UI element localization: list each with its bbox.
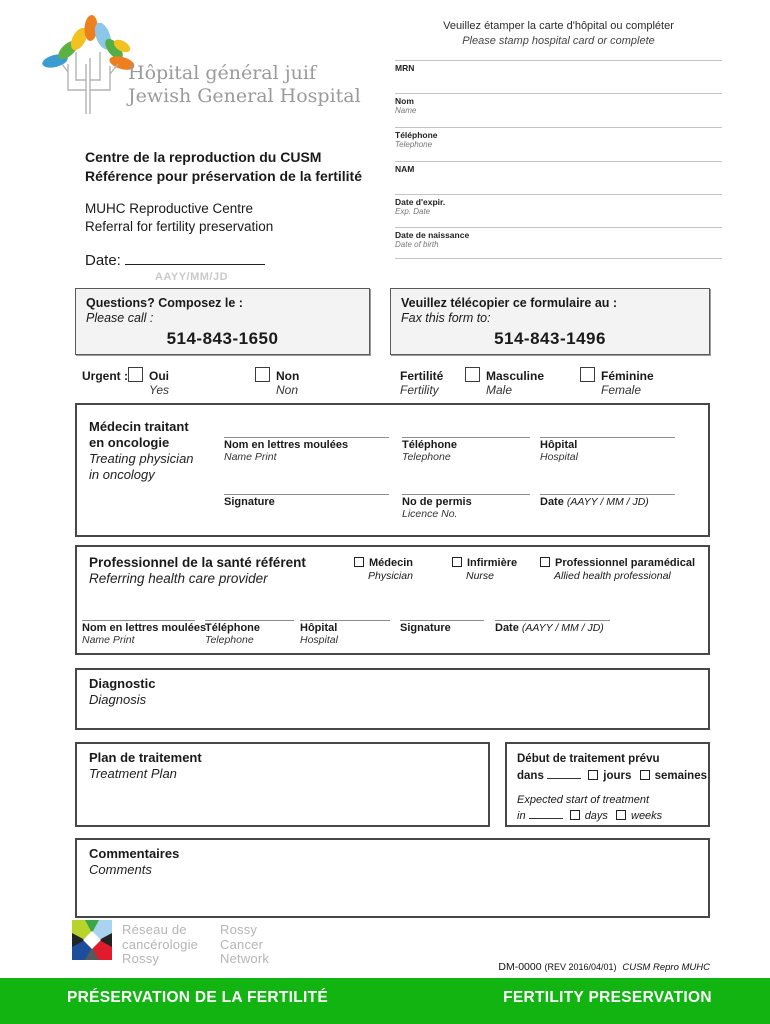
provider-type-allied: Professionnel paramédical Allied health professional [540,557,695,582]
comments-label-fr: Commentaires [89,846,180,861]
fertility-male: Masculine Male [486,369,545,397]
fertility-female-checkbox[interactable] [580,367,595,382]
referring-provider-title: Professionnel de la santé référent Referring health care provider [89,555,306,586]
physician-type-checkbox[interactable] [354,557,364,567]
urgent-no-checkbox[interactable] [255,367,270,382]
form-title-fr-1: Centre de la reproduction du CUSM [85,149,322,165]
allied-type-checkbox[interactable] [540,557,550,567]
stamp-field-birth-date[interactable]: Date de naissance Date of birth [395,227,722,259]
stamp-card-area [395,20,722,249]
hospital-name-en: Jewish General Hospital [128,85,361,107]
diagnosis-label-fr: Diagnostic [89,676,156,691]
call-label-fr: Questions? Composez le : [86,296,243,310]
treatment-start-fr-1: Début de traitement prévu [517,753,660,765]
stamp-field-exp-date[interactable]: Date d'expir. Exp. Date [395,194,722,228]
urgent-yes-checkbox[interactable] [128,367,143,382]
provider-signature-field[interactable]: Signature [400,620,484,634]
document-code-line [498,961,710,973]
fax-phone-number: 514-843-1496 [494,329,606,348]
physician-date-field[interactable]: Date (AAYY / MM / JD) [540,494,675,508]
treatment-start-fr-2: dans jours semaines [517,770,708,782]
form-title-fr-2: Référence pour préservation de la fertilité [85,168,362,184]
call-phone-number: 514-843-1650 [166,329,279,348]
physician-hospital-field[interactable]: Hôpital Hospital [540,437,675,463]
stamp-instruction-fr: Veuillez étamper la carte d'hôpital ou compléter [443,20,674,32]
fax-label-fr: Veuillez télécopier ce formulaire au : [401,296,618,310]
fax-label-en: Fax this form to: [401,311,491,325]
start-number-fr-field[interactable] [547,769,581,779]
date-format-hint: AAYY/MM/JD [155,271,229,283]
urgent-label: Urgent : [82,369,128,383]
start-number-en-field[interactable] [529,809,563,819]
fertility-label: Fertilité Fertility [400,369,444,397]
referring-provider-section [75,545,710,655]
urgent-yes: Oui Yes [149,369,170,397]
hospital-name-fr: Hôpital général juif [128,62,316,84]
treating-physician-section [75,403,710,537]
doc-revision: (REV 2016/04/01) [544,962,617,972]
fertility-female: Féminine Female [601,369,654,397]
comments-label-en: Comments [89,862,152,877]
provider-date-field[interactable]: Date (AAYY / MM / JD) [495,620,610,634]
treatment-plan-label-en: Treatment Plan [89,766,177,781]
days-checkbox[interactable] [570,810,580,820]
semaines-checkbox[interactable] [640,770,650,780]
treatment-start-en-1: Expected start of treatment [517,794,650,806]
jgh-tree-logo [42,6,134,116]
footer-bar-title-en: FERTILITY PRESERVATION [503,989,712,1006]
footer-bar [0,978,770,1024]
comments-section[interactable] [75,838,710,918]
weeks-checkbox[interactable] [616,810,626,820]
rossy-logo-icon [72,920,112,960]
treatment-plan-section[interactable] [75,742,490,827]
diagnosis-section[interactable] [75,668,710,730]
date-input-line[interactable] [125,252,265,265]
questions-call-box [75,288,370,355]
stamp-field-nam[interactable]: NAM [395,161,722,195]
stamp-field-telephone[interactable]: Téléphone Telephone [395,127,722,162]
fertility-male-checkbox[interactable] [465,367,480,382]
rossy-name-fr: Réseau de cancérologie Rossy [122,922,199,966]
hospital-name [128,62,361,108]
date-label: Date: [85,252,121,269]
provider-type-physician: Médecin Physician [354,557,413,582]
form-title-en-2: Referral for fertility preservation [85,219,274,234]
doc-code: DM-0000 [498,961,542,973]
provider-hospital-field[interactable]: Hôpital Hospital [300,620,390,646]
physician-signature-field[interactable]: Signature [224,494,389,508]
rossy-logo [72,920,112,960]
doc-org: CUSM Repro MUHC [622,962,710,973]
diagnosis-label-en: Diagnosis [89,692,147,707]
jours-checkbox[interactable] [588,770,598,780]
form-title-en-1: MUHC Reproductive Centre [85,201,254,216]
jgh-tree-icon [42,6,134,116]
form-title-block [85,148,385,283]
treatment-start-en-2: in days weeks [517,810,663,822]
footer-bar-title-fr: PRÉSERVATION DE LA FERTILITÉ [66,989,328,1006]
stamp-field-name[interactable]: Nom Name [395,93,722,128]
treatment-start-section [505,742,710,827]
urgent-no: Non Non [276,369,300,397]
provider-type-nurse: Infirmière Nurse [452,557,517,582]
date-row [85,252,385,283]
rossy-name-en: Rossy Cancer Network [220,922,270,966]
physician-phone-field[interactable]: Téléphone Telephone [402,437,530,463]
stamp-instruction-en: Please stamp hospital card or complete [462,35,655,47]
treatment-plan-label-fr: Plan de traitement [89,750,202,765]
nurse-type-checkbox[interactable] [452,557,462,567]
stamp-bottom-rule [395,258,722,261]
physician-name-field[interactable]: Nom en lettres moulées Name Print [224,437,389,463]
call-label-en: Please call : [86,311,154,325]
fax-box [390,288,710,355]
treating-physician-title: Médecin traitant en oncologie Treating physician in oncology [89,419,194,482]
provider-name-field[interactable]: Nom en lettres moulées Name Print [82,622,207,646]
provider-phone-field[interactable]: Téléphone Telephone [205,620,294,646]
stamp-field-mrn[interactable]: MRN [395,60,722,94]
physician-licence-field[interactable]: No de permis Licence No. [402,494,530,520]
